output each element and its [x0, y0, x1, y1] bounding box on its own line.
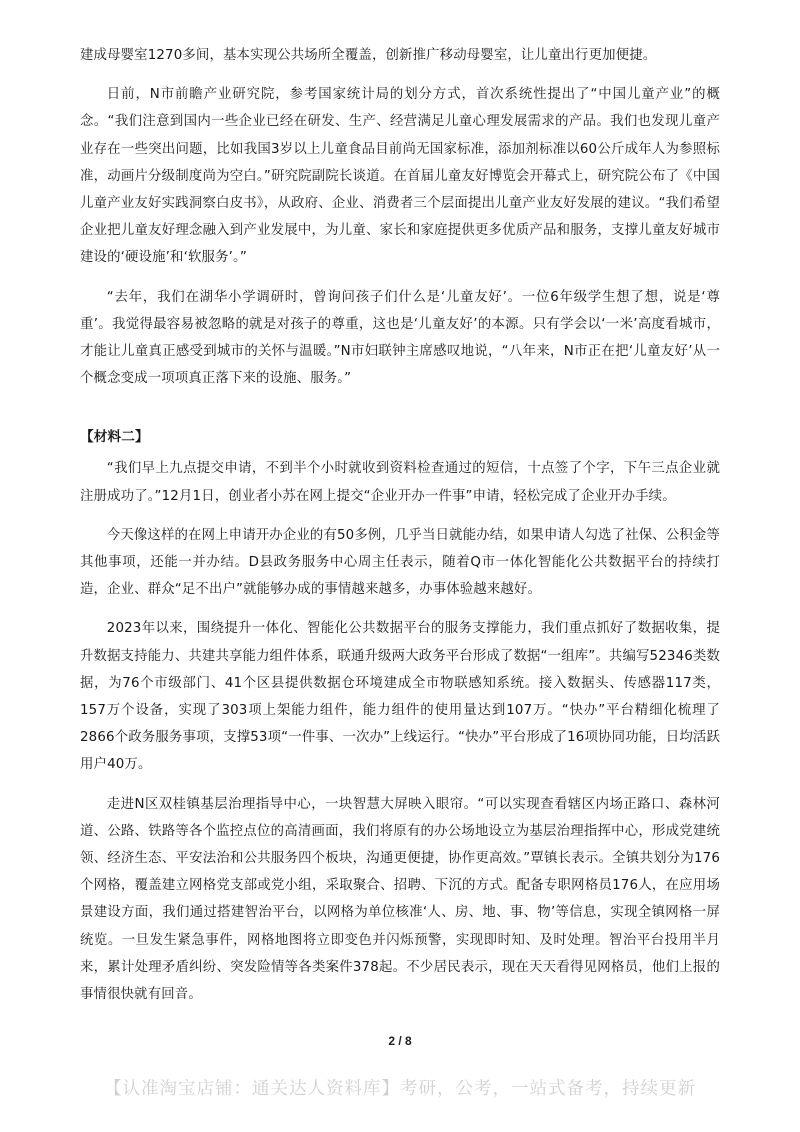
- document-body: [80, 42, 720, 1008]
- paragraph: 2023年以来，围绕提升一体化、智能化公共数据平台的服务支撑能力，我们重点抓好了数据收集，提升数据支持能力、共建共享能力组件体系，联通升级两大政务平台形成了数据“一组库”。共编写52346类数据，为76个市级部门、41个区县提供数据仓环境建成全市物联感知系统。接入数据头、传感器117类，157万个设备，实现了303项上架能力组件，能力组件的使用量达到107万。“快办”平台精细化梳理了2866个政务服务事项，支撑53项“一件事、一次办”上线运行。“快办”平台形成了16项协同功能，日均活跃用户40万。: [80, 621, 720, 773]
- section-heading: 【材料二】: [80, 429, 149, 446]
- watermark-text: 【认准淘宝店铺：通关达人资料库】考研，公考，一站式备考，持续更新: [104, 1079, 696, 1099]
- paragraph: “我们早上九点提交申请，不到半个小时就收到资料检查通过的短信，十点签了个字，下午三点企业就注册成功了。”12月1日，创业者小苏在网上提交“企业开办一件事”申请，轻松完成了企业开办手续。: [80, 461, 720, 504]
- paragraph: 走进N区双桂镇基层治理指导中心，一块智慧大屏映入眼帘。“可以实现查看辖区内场正路口、森林河道、公路、铁路等各个监控点位的高清画面，我们将原有的办公场地设立为基层治理指挥中心，形成党建统领、经济生态、平安法治和公共服务四个板块，沟通更便捷，协作更高效。”覃镇长表示。全镇共划分为176个网格，覆盖建立网格党支部或党小组，采取聚合、招聘、下沉的方式。配备专职网格员176人，在应用场景建设方面，我们通过搭建智治平台，以网格为单位核准‘人、房、地、事、物’等信息，实现全镇网格一屏统览。一旦发生紧急事件，网格地图将立即变色并闪烁预警，实现即时知、及时处理。智治平台投用半月来，累计处理矛盾纠纷、突发险情等各类案件378起。不少居民表示，现在天天看得见网格员，他们上报的事情很快就有回音。: [80, 796, 720, 1003]
- paragraph: 日前，N市前瞻产业研究院，参考国家统计局的划分方式，首次系统性提出了“中国儿童产业”的概念。“我们注意到国内一些企业已经在研发、生产、经营满足儿童心理发展需求的产品。我们也发现儿童产业存在一些突出问题，比如我国3岁以上儿童食品目前尚无国家标准，添加剂标准以60公斤成年人为参照标准，动画片分级制度尚为空白。”研究院副院长谈道。在首届儿童友好博览会开幕式上，研究院公布了《中国儿童产业友好实践洞察白皮书》，从政府、企业、消费者三个层面提出儿童产业友好发展的建议。“我们希望企业把儿童友好理念融入到产业发展中，为儿童、家长和家庭提供更多优质产品和服务，支撑儿童友好城市建设的‘硬设施’和‘软服务’。”: [80, 87, 720, 266]
- paragraph: “去年，我们在湖华小学调研时，曾询问孩子们什么是‘儿童友好’。一位6年级学生想了想，说是‘尊重’。我觉得最容易被忽略的就是对孩子的尊重，这也是‘儿童友好’的本源。只有学会以‘一米’高度看城市，才能让儿童真正感受到城市的关怀与温暖。”N市妇联钟主席感叹地说，“八年来，N市正在把‘儿童友好’从一个概念变成一项项真正落下来的设施、服务。”: [80, 289, 720, 387]
- paragraph: 建成母婴室1270多间，基本实现公共场所全覆盖，创新推广移动母婴室，让儿童出行更加便捷。: [80, 48, 657, 63]
- paragraph: 今天像这样的在网上申请开办企业的有50多例，几乎当日就能办结，如果申请人勾选了社保、公积金等其他事项，还能一并办结。D县政务服务中心周主任表示，随着Q市一体化智能化公共数据平台的持续打造，企业、群众“足不出户”就能够办成的事情越来越多，办事体验越来越好。: [80, 527, 720, 598]
- page-number: 2 / 8: [388, 1034, 412, 1048]
